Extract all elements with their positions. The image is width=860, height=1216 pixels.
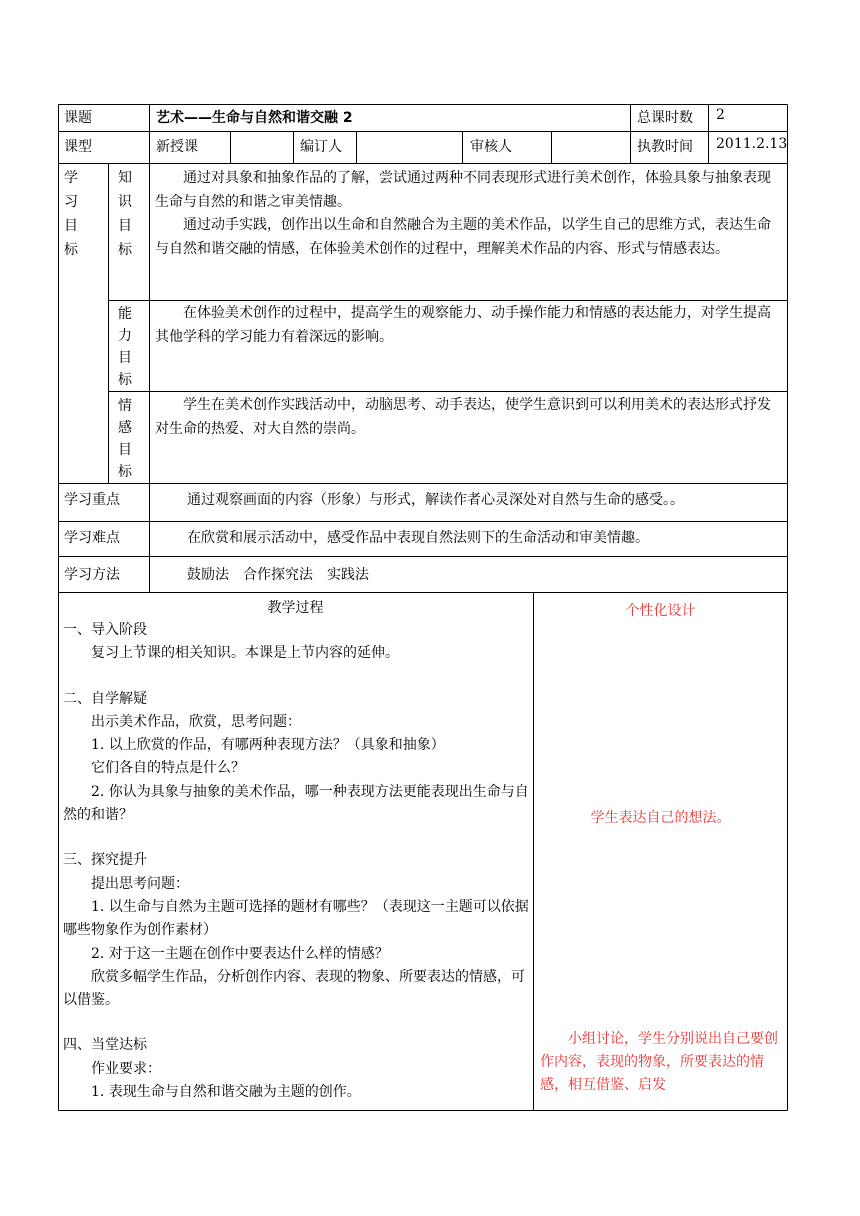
process-line: 欣赏多幅学生作品，分析创作内容、表现的物象、所要表达的情感，可以借鉴。 [63, 968, 525, 1009]
knowledge-goal-paragraph: 通过对具象和抽象作品的了解，尝试通过两种不同表现形式进行美术创作，体验具象与抽象表现生命与自然的和谐之审美情趣。 [155, 170, 771, 210]
total-hours-label: 总课时数 [637, 110, 693, 126]
teach-time-value: 2011.2.13 [716, 136, 788, 152]
knowledge-label-char: 知 [118, 170, 132, 186]
topic-label: 课题 [64, 110, 92, 126]
process-line: 它们各自的特点是什么？ [91, 760, 245, 777]
ability-label-char: 标 [118, 372, 132, 388]
knowledge-label-char: 识 [118, 194, 132, 210]
process-line [63, 666, 529, 688]
knowledge-goal-label [118, 166, 138, 262]
total-hours-value: 2 [716, 107, 725, 123]
process-line: 四、当堂达标 [63, 1037, 147, 1054]
goals-label-char: 习 [64, 194, 78, 210]
process-line: 复习上节课的相关知识。本课是上节内容的延伸。 [91, 645, 399, 662]
design-title: 个性化设计 [625, 603, 696, 619]
emotion-label-char: 标 [118, 464, 132, 480]
process-line: 出示美术作品，欣赏，思考问题： [91, 713, 301, 730]
process-line: 1. 表现生命与自然和谐交融为主题的创作。 [91, 1084, 361, 1101]
process-line: 三、探究提升 [63, 852, 147, 869]
difficulties-label: 学习难点 [64, 530, 120, 546]
methods-label: 学习方法 [64, 567, 120, 583]
process-line [63, 1012, 529, 1034]
ability-goal-text [155, 302, 783, 349]
design-note-1: 学生表达自己的想法。 [590, 810, 731, 826]
process-title: 教学过程 [267, 600, 324, 616]
process-line: 一、导入阶段 [63, 622, 147, 638]
emotion-label-char: 目 [118, 442, 132, 458]
goals-label-char: 标 [64, 242, 78, 258]
emotion-goal-text [155, 394, 783, 441]
topic-value: 艺术——生命与自然和谐交融 2 [156, 110, 353, 126]
ability-goal-label [118, 303, 138, 391]
goals-label [64, 166, 84, 262]
editor-label: 编订人 [300, 139, 342, 155]
knowledge-label-char: 目 [118, 218, 132, 234]
reviewer-label: 审核人 [470, 139, 512, 155]
goals-label-char: 学 [64, 170, 78, 186]
ability-label-char: 力 [118, 328, 132, 344]
goals-label-char: 目 [64, 218, 78, 234]
difficulties-value: 在欣赏和展示活动中，感受作品中表现自然法则下的生命活动和审美情趣。 [187, 530, 649, 546]
emotion-goal-label [118, 395, 138, 483]
process-line: 作业要求： [91, 1060, 161, 1077]
emotion-label-char: 感 [118, 420, 132, 436]
process-line [63, 827, 529, 849]
key-points-label: 学习重点 [64, 492, 120, 508]
process-line: 二、自学解疑 [63, 690, 147, 707]
type-value: 新授课 [156, 139, 198, 155]
knowledge-goal-paragraph: 通过动手实践，创作出以生命和自然融合为主题的美术作品，以学生自己的思维方式，表达生命与自然和谐交融的情感，在体验美术创作的过程中，理解美术作品的内容、形式与情感表达。 [155, 217, 771, 257]
ability-label-char: 能 [118, 306, 132, 322]
process-line: 1. 以生命与自然为主题可选择的题材有哪些？（表现这一主题可以依据哪些物象作为创作素材） [63, 898, 529, 939]
process-line: 2. 对于这一主题在创作中要表达什么样的情感？ [91, 945, 389, 962]
emotion-label-char: 情 [118, 398, 132, 414]
knowledge-label-char: 标 [118, 242, 132, 258]
process-line: 提出思考问题： [91, 875, 189, 892]
type-label: 课型 [64, 139, 92, 155]
teach-time-label: 执教时间 [637, 139, 693, 155]
design-note-2: 小组讨论，学生分别说出自己要创作内容，表现的物象，所要表达的情感，相互借鉴、启发 [540, 1031, 778, 1093]
ability-goal-paragraph: 在体验美术创作的过程中，提高学生的观察能力、动手操作能力和情感的表达能力，对学生提高其他学科的学习能力有着深远的影响。 [155, 305, 771, 345]
process-line: 2. 你认为具象与抽象的美术作品，哪一种表现方法更能表现出生命与自然的和谐？ [63, 783, 529, 824]
methods-value: 鼓励法 合作探究法 实践法 [187, 567, 369, 583]
ability-label-char: 目 [118, 350, 132, 366]
key-points-value: 通过观察画面的内容（形象）与形式，解读作者心灵深处对自然与生命的感受。。 [187, 492, 684, 508]
knowledge-goal-text [155, 167, 783, 261]
emotion-goal-paragraph: 学生在美术创作实践活动中，动脑思考、动手表达，使学生意识到可以利用美术的表达形式抒发对生命的热爱、对大自然的崇尚。 [155, 397, 771, 437]
process-content [63, 619, 529, 1104]
process-line: 1. 以上欣赏的作品，有哪两种表现方法？（具象和抽象） [91, 737, 445, 754]
